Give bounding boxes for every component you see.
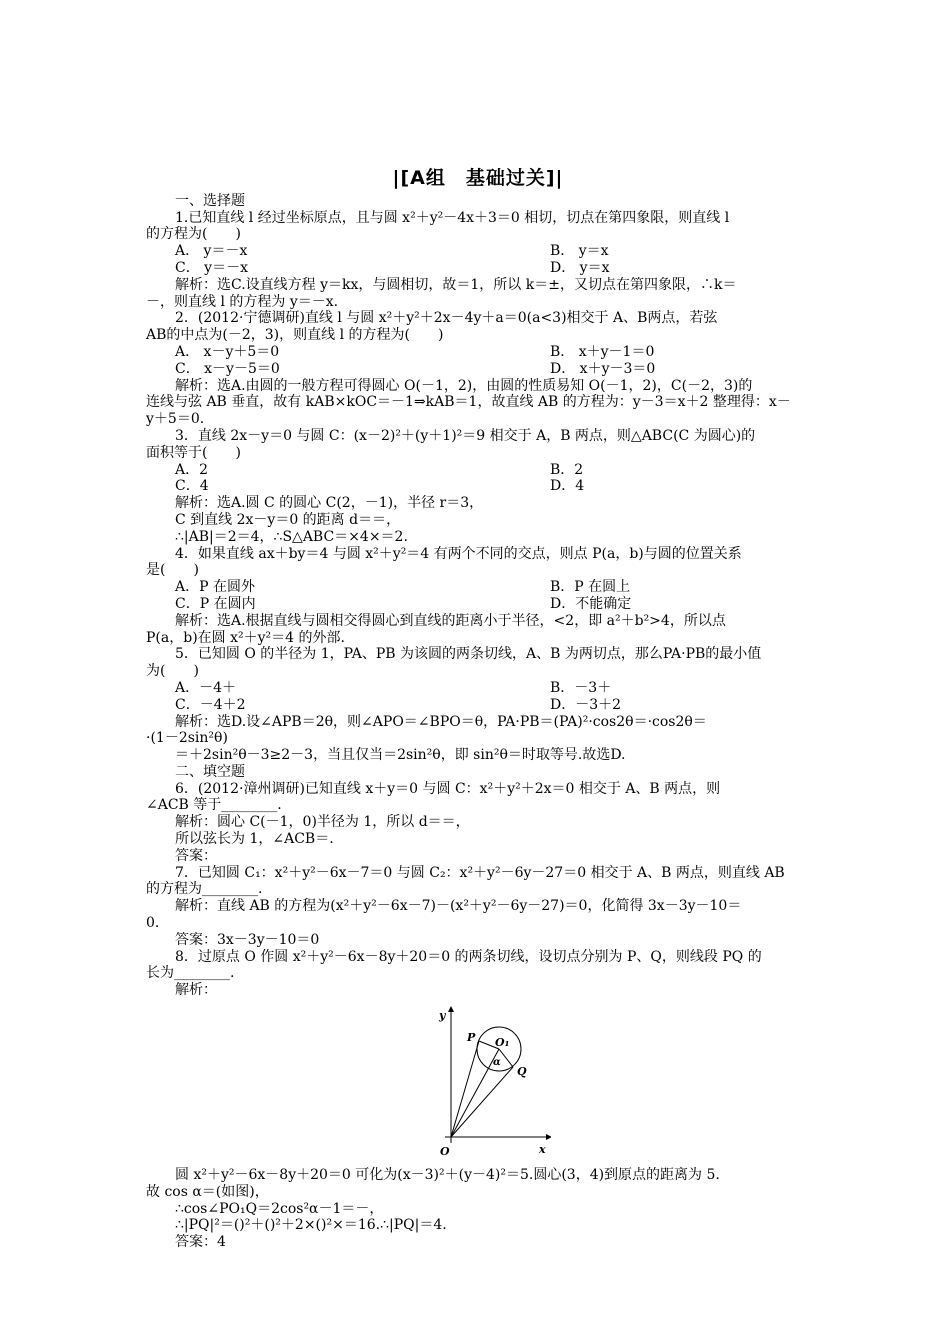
option-a: A．－4＋ [175, 679, 237, 696]
q1-solution: 解析：选C.设直线方程 y＝kx，与圆相切，故＝1，所以 k＝±，又切点在第四象限，∴k＝ [175, 276, 737, 293]
x-axis-label: x [539, 1143, 546, 1157]
tangent-diagram [431, 1003, 551, 1163]
q3-text: 3．直线 2x－y＝0 与圆 C：(x－2)²＋(y＋1)²＝9 相交于 A，B 两点，则△ABC(C 为圆心)的 [175, 427, 756, 444]
q7-text: 的方程为________. [146, 881, 263, 898]
q4-options [146, 579, 810, 596]
q8-solution: 解析： [175, 982, 217, 999]
q5-solution: 解析：选D.设∠APB＝2θ，则∠APO＝∠BPO＝θ，PA·PB＝(PA)²·cos2θ＝·cos2θ＝ [175, 713, 707, 730]
document-page [146, 167, 810, 1251]
option-d: D．不能确定 [550, 595, 632, 612]
q2-text: AB的中点为(－2，3)，则直线 l 的方程为( ) [146, 327, 444, 344]
q3-solution: C 到直线 2x－y＝0 的距离 d＝＝， [175, 511, 401, 528]
q8-answer: 答案：4 [175, 1234, 226, 1251]
q6-text: ∠ACB 等于________. [146, 797, 282, 814]
center-line [451, 1049, 499, 1137]
q5-options [146, 697, 810, 714]
q2-solution: 解析：选A.由圆的一般方程可得圆心 O(－1，2)，由圆的性质易知 O(－1，2)，C(－2，3)的 [175, 377, 753, 394]
q3-solution: 解析：选A.圆 C 的圆心 C(2，－1)，半径 r＝3， [175, 495, 484, 512]
option-b: B．2 [550, 461, 584, 478]
q7-answer: 答案：3x－3y－10＝0 [175, 931, 320, 948]
heading-fill: 二、填空题 [175, 763, 245, 780]
q4-solution: 解析：选A.根据直线与圆相交得圆心到直线的距离小于半径，<2，即 a²＋b²>4，所以点 [175, 612, 726, 629]
q7-text: 7．已知圆 C₁：x²＋y²－6x－7＝0 与圆 C₂：x²＋y²－6y－27＝0 相交于 A、B 两点，则直线 AB [175, 864, 785, 881]
q2-options [146, 361, 810, 378]
q3-solution: ∴|AB|＝2＝4，∴S△ABC＝×4×＝2. [175, 528, 408, 545]
q6-solution: 解析：圆心 C(－1，0)半径为 1，所以 d＝＝， [175, 814, 470, 831]
q5-text: 为( ) [146, 663, 199, 680]
q3-options [146, 478, 810, 495]
q6-text: 6．(2012·漳州调研)已知直线 x＋y＝0 与圆 C：x²＋y²＋2x＝0 相交于 A、B 两点，则 [175, 780, 721, 797]
q1-text: 1.已知直线 l 经过坐标原点，且与圆 x²＋y²－4x＋3＝0 相切，切点在第四象限，则直线 l [175, 209, 730, 226]
option-b: B． y＝x [550, 243, 609, 260]
option-c: C．4 [175, 478, 209, 495]
option-b: B． x＋y－1＝0 [550, 343, 655, 360]
point-p-label: P [467, 1031, 476, 1045]
radius-q [499, 1049, 513, 1067]
option-c: C． x－y－5＝0 [175, 360, 280, 377]
tangent-line-p [451, 1041, 479, 1137]
option-b: B．－3＋ [550, 679, 612, 696]
q1-solution: －，则直线 l 的方程为 y＝－x. [146, 293, 339, 310]
angle-label: α [493, 1057, 501, 1069]
q2-solution: y＋5＝0. [146, 411, 205, 428]
y-axis-label: y [439, 1009, 446, 1023]
option-c: C．－4＋2 [175, 696, 246, 713]
q4-solution: P(a，b)在圆 x²＋y²＝4 的外部. [146, 629, 345, 646]
q3-options [146, 462, 810, 479]
q2-text: 2．(2012·宁德调研)直线 l 与圆 x²＋y²＋2x－4y＋a＝0(a<3)相交于 A、B两点，若弦 [175, 310, 718, 327]
q8-text: 长为________. [146, 965, 235, 982]
q8-solution: 故 cos α＝(如图)， [146, 1183, 269, 1200]
q7-solution: 解析：直线 AB 的方程为(x²＋y²－6x－7)－(x²＋y²－6y－27)＝0，化简得 3x－3y－10＝ [175, 898, 742, 915]
option-a: A．2 [175, 461, 209, 478]
option-d: D．－3＋2 [550, 696, 622, 713]
option-a: A．P 在圆外 [175, 579, 255, 596]
option-b: B．P 在圆上 [550, 579, 631, 596]
q2-solution: 连线与弦 AB 垂直，故有 kAB×kOC＝－1⇒kAB＝1，故直线 AB 的方程为：y－3＝x＋2 整理得：x－ [146, 394, 791, 411]
q8-solution: 圆 x²＋y²－6x－8y＋20＝0 可化为(x－3)²＋(y－4)²＝5.圆心(3，4)到原点的距离为 5. [175, 1167, 720, 1184]
q3-text: 面积等于( ) [146, 444, 241, 461]
q4-text: 是( ) [146, 562, 199, 579]
option-d: D． x＋y－3＝0 [550, 360, 656, 377]
q2-options [146, 344, 810, 361]
option-d: D．4 [550, 478, 585, 495]
center-label: O₁ [495, 1036, 510, 1050]
q5-options [146, 680, 810, 697]
q8-solution: ∴cos∠PO₁Q＝2cos²α－1＝－， [175, 1200, 384, 1217]
q5-solution: ·(1－2sin²θ) [146, 730, 228, 747]
tangent-line-q [451, 1067, 513, 1137]
q1-options [146, 260, 810, 277]
q4-text: 4．如果直线 ax＋by＝4 与圆 x²＋y²＝4 有两个不同的交点，则点 P(a，b)与圆的位置关系 [175, 545, 742, 562]
section-title: |[A组 基础过关]| [392, 167, 564, 189]
option-a: A． x－y＋5＝0 [175, 343, 280, 360]
option-a: A． y＝－x [175, 243, 248, 260]
q1-options [146, 243, 810, 260]
point-q-label: Q [517, 1065, 527, 1079]
q6-solution: 所以弦长为 1，∠ACB＝. [175, 831, 334, 848]
section-title-text: A组 基础过关 [410, 167, 546, 189]
origin-label: O [440, 1145, 450, 1159]
tangent-figure [146, 1003, 810, 1163]
q8-solution: ∴|PQ|²＝()²＋()²＋2×()²×＝16.∴|PQ|＝4. [175, 1217, 447, 1234]
option-c: C．P 在圆内 [175, 595, 256, 612]
q4-options [146, 596, 810, 613]
q1-text: 的方程为( ) [146, 226, 241, 243]
q8-text: 8．过原点 O 作圆 x²＋y²－6x－8y＋20＝0 的两条切线，设切点分别为 P、Q，则线段 PQ 的 [175, 948, 762, 965]
option-c: C． y＝－x [175, 259, 248, 276]
option-d: D． y＝x [550, 259, 610, 276]
q5-solution: ＝＋2sin²θ－3≥2－3，当且仅当＝2sin²θ，即 sin²θ＝时取等号.故选D. [175, 747, 626, 764]
q6-answer: 答案： [175, 847, 217, 864]
q5-text: 5．已知圆 O 的半径为 1，PA、PB 为该圆的两条切线，A、B 为两切点，那么PA·PB的最小值 [175, 646, 762, 663]
heading-choice: 一、选择题 [175, 192, 245, 209]
q7-solution: 0. [146, 915, 160, 932]
